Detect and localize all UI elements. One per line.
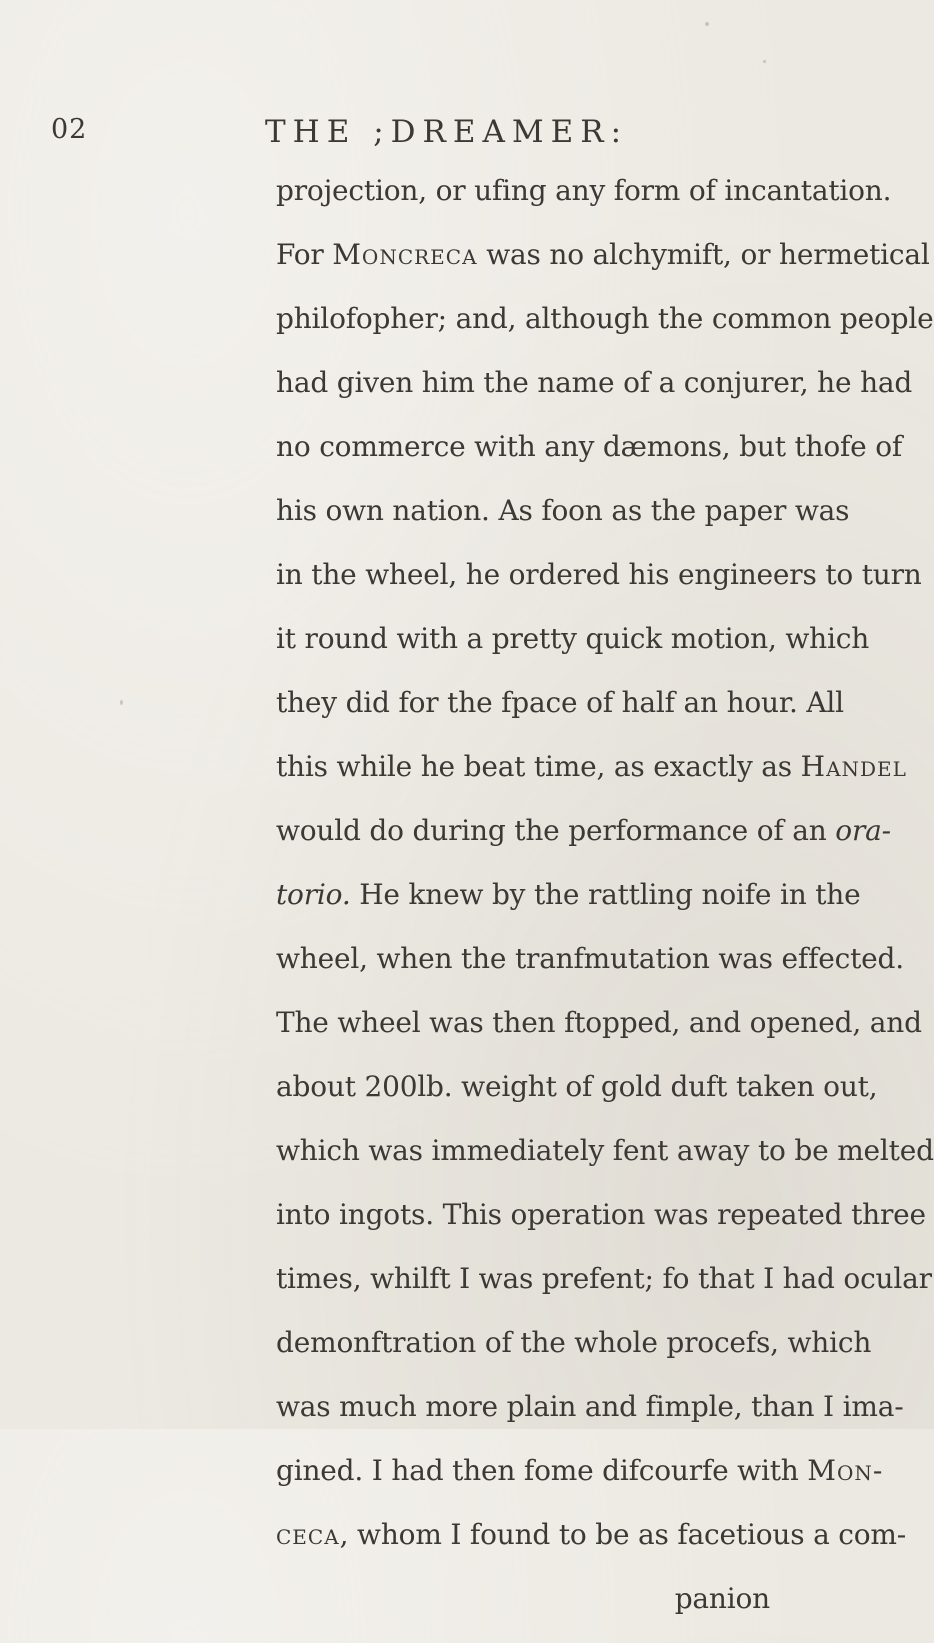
text-run: He knew by the rattling noife in the (350, 878, 861, 911)
text-line (276, 619, 870, 683)
text-line (276, 235, 930, 299)
text-line (276, 1195, 926, 1259)
small-caps-name: ceca (276, 1518, 340, 1551)
body-text (276, 171, 934, 1643)
text-line (276, 1579, 770, 1643)
text-line (276, 555, 922, 619)
text-run: in the wheel, he ordered his engineers to turn (276, 558, 922, 591)
running-head: THE ;DREAMER: (265, 114, 629, 150)
text-line (276, 491, 850, 555)
small-caps-name: Moncreca (332, 238, 478, 271)
ink-speck (120, 700, 123, 705)
text-line (276, 1387, 904, 1451)
text-run: was no alchymift, or hermetical (477, 238, 930, 271)
text-run: no commerce with any dæmons, but thofe of (276, 430, 903, 463)
small-caps-name: Mon- (807, 1454, 884, 1487)
text-line (276, 1131, 934, 1195)
text-line (276, 811, 891, 875)
text-run: into ingots. This operation was repeated three (276, 1198, 926, 1231)
text-line (276, 875, 861, 939)
text-run: The wheel was then ftopped, and opened, and (276, 1006, 922, 1039)
text-run: which was immediately fent away to be melted (276, 1134, 934, 1167)
text-line (276, 683, 844, 747)
text-run: about 200lb. weight of gold duft taken out, (276, 1070, 878, 1103)
text-run: would do during the performance of an (276, 814, 836, 847)
text-line (276, 1515, 907, 1579)
text-run: wheel, when the tranfmutation was effected. (276, 942, 904, 975)
text-run: times, whilft I was prefent; fo that I had ocular (276, 1262, 932, 1295)
ink-speck (763, 60, 766, 63)
italic-word: ora- (835, 814, 891, 847)
text-run: had given him the name of a conjurer, he had (276, 366, 913, 399)
text-line (276, 939, 904, 1003)
text-run: projection, or ufing any form of incantation. (276, 174, 892, 207)
text-line (276, 171, 892, 235)
text-run: his own nation. As foon as the paper was (276, 494, 850, 527)
text-line (276, 1323, 872, 1387)
page-header (0, 114, 800, 154)
text-run: panion (674, 1582, 770, 1615)
text-run: For (276, 238, 333, 271)
text-line (276, 299, 934, 363)
page-number: 02 (51, 114, 88, 145)
small-caps-name: Handel (800, 750, 907, 783)
text-line (276, 1067, 878, 1131)
text-run: demonftration of the whole procefs, which (276, 1326, 872, 1359)
text-line (276, 1259, 932, 1323)
text-run: was much more plain and fimple, than I ima- (276, 1390, 904, 1423)
text-run: this while he beat time, as exactly as (276, 750, 801, 783)
text-line (276, 1003, 922, 1067)
text-line (276, 363, 913, 427)
text-run: it round with a pretty quick motion, which (276, 622, 870, 655)
text-line (276, 747, 907, 811)
italic-word: torio. (276, 878, 351, 911)
text-run: philofopher; and, although the common people (276, 302, 934, 335)
text-run: gined. I had then fome difcourfe with (276, 1454, 808, 1487)
text-line (276, 427, 903, 491)
text-line (276, 1451, 884, 1515)
ink-speck (705, 22, 709, 26)
text-run: they did for the fpace of half an hour. All (276, 686, 844, 719)
text-run: , whom I found to be as facetious a com- (339, 1518, 907, 1551)
